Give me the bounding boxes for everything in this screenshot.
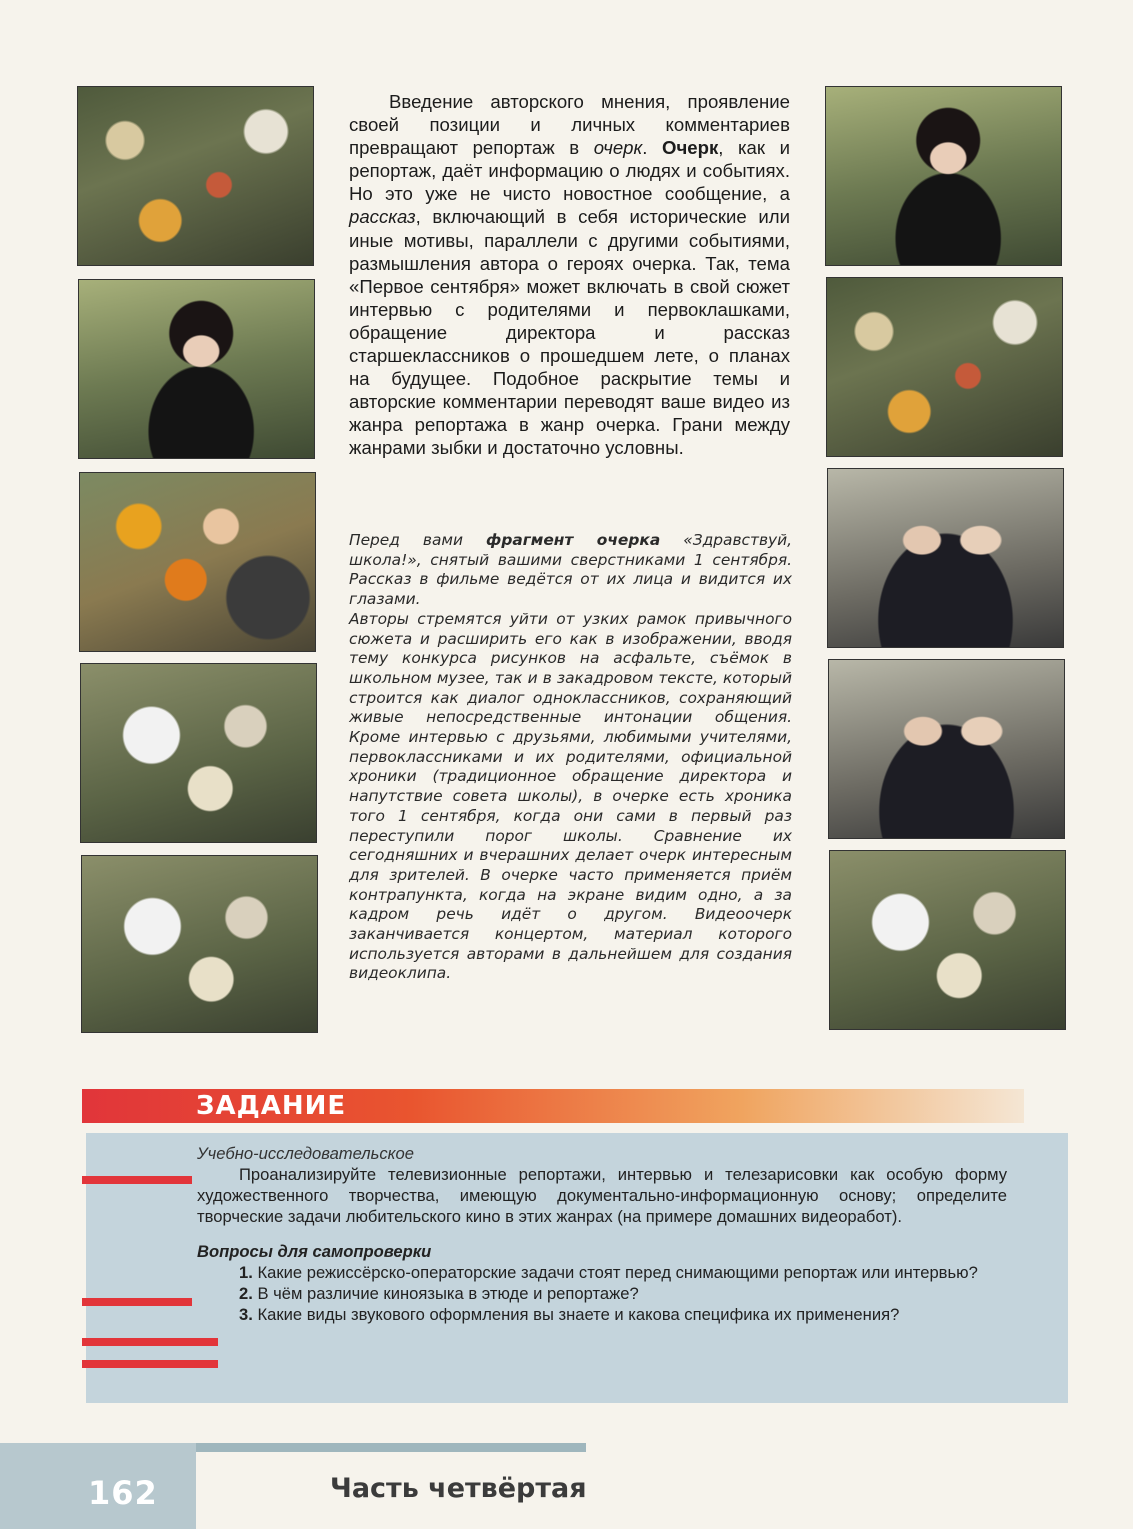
task-subtitle: Учебно-исследовательское xyxy=(197,1144,414,1163)
photo-teacher-portrait xyxy=(825,86,1062,266)
photo-girl-white-bow xyxy=(81,855,318,1033)
photo-teacher-in-crowd xyxy=(78,279,315,459)
photo-class-sign-crowd xyxy=(80,663,317,843)
main-text-part: Введение авторского мнения, проявление своей позиции и личных комментариев превращают репортаж в xyxy=(349,91,790,159)
photo-students-museum xyxy=(827,468,1064,648)
term-rasskaz-italic: рассказ xyxy=(349,206,416,228)
question-text: В чём различие киноязыка в этюде и репортаже? xyxy=(257,1284,639,1303)
task-title: ЗАДАНИЕ xyxy=(196,1091,347,1121)
task-content xyxy=(197,1143,1007,1325)
task-text: Проанализируйте телевизионные репортажи, интервью и телезарисовки как особую форму художественного творчества, имеющую документально-информационную основу; определите творческие задачи любительского кино в этих жанрах (на примере домашних видеоработ). xyxy=(197,1165,1007,1226)
main-paragraph xyxy=(349,90,790,460)
note-paragraph-2: Авторы стремятся уйти от узких рамок привычного сюжета и расширить его как в изображении, вводя тему конкурса рисунков на асфальте, съёмок в школьном музее, так и в закадровом тексте, который строится как диалог одноклассников, сохраняющий живые непосредственные интонации общения. Кроме интервью с друзьями, любимыми учителями, первоклассниками и их родителями, официальной хроники (традиционное обращение директора и напутствие совета школы), в очерке есть хроника того 1 сентября, когда они сами в первый раз переступили порог школы. Сравнение их сегодняшних и вчерашних делает очерк интересным для зрителей. В очерке часто применяется приём контрапункта, когда на экране видим одно, а за кадром речь идёт о другом. Видеоочерк заканчивается концертом, материал которого используется авторами в дальнейшем для создания видеоклипа. xyxy=(349,609,792,983)
question-number: 3. xyxy=(239,1305,253,1324)
main-text-part: . xyxy=(642,137,663,159)
term-ocherk-italic: очерк xyxy=(593,137,643,159)
question-3 xyxy=(197,1304,1007,1325)
question-number: 1. xyxy=(239,1263,253,1282)
questions-title: Вопросы для самопроверки xyxy=(197,1242,432,1261)
fragment-note xyxy=(349,531,792,984)
question-text: Какие виды звукового оформления вы знаете и какова специфика их применения? xyxy=(257,1305,900,1324)
question-2 xyxy=(197,1283,1007,1304)
question-text: Какие режиссёрско-операторские задачи стоят перед снимающими репортаж или интервью? xyxy=(257,1263,978,1282)
page-number: 162 xyxy=(88,1474,158,1512)
red-marker-bar xyxy=(82,1176,192,1184)
photo-girl-with-bouquet xyxy=(79,472,316,652)
photo-first-graders xyxy=(829,850,1066,1030)
note-bold-term: фрагмент очерка xyxy=(486,531,661,549)
part-title: Часть четвёртая xyxy=(330,1473,587,1504)
photo-two-boys-talking xyxy=(828,659,1065,839)
red-marker-bar xyxy=(82,1298,192,1306)
red-marker-bar xyxy=(82,1338,218,1346)
note-text-part: «Здравствуй, школа!», снятый вашими сверстниками 1 сентября. Рассказ в фильме ведётся от их лица и видится их глазами. xyxy=(349,531,793,609)
main-text-part: , как и репортаж, даёт информацию о людях и событиях. Но это уже не чисто новостное сообщение, а xyxy=(349,137,790,205)
question-1 xyxy=(197,1262,1007,1283)
note-text-part: Перед вами xyxy=(349,531,487,549)
footer-line xyxy=(196,1443,586,1452)
photo-crowd-with-flowers xyxy=(77,86,314,266)
red-marker-bar xyxy=(82,1360,218,1368)
main-text-part: , включающий в себя исторические или иные мотивы, параллели с другими событиями, размышления автора о героях очерка. Так, тема «Первое сентября» может включать в свой сюжет интервью с родителями и первоклашками, обращение директора и рассказ старшеклассников о прошедшем лете, о планах на будущее. Подобное раскрытие темы и авторские комментарии переводят ваше видео из жанра репортажа в жанр очерка. Грани между жанрами зыбки и достаточно условны. xyxy=(349,206,790,459)
question-number: 2. xyxy=(239,1284,253,1303)
photo-schoolyard-crowd xyxy=(826,277,1063,457)
term-ocherk-bold: Очерк xyxy=(662,137,719,159)
